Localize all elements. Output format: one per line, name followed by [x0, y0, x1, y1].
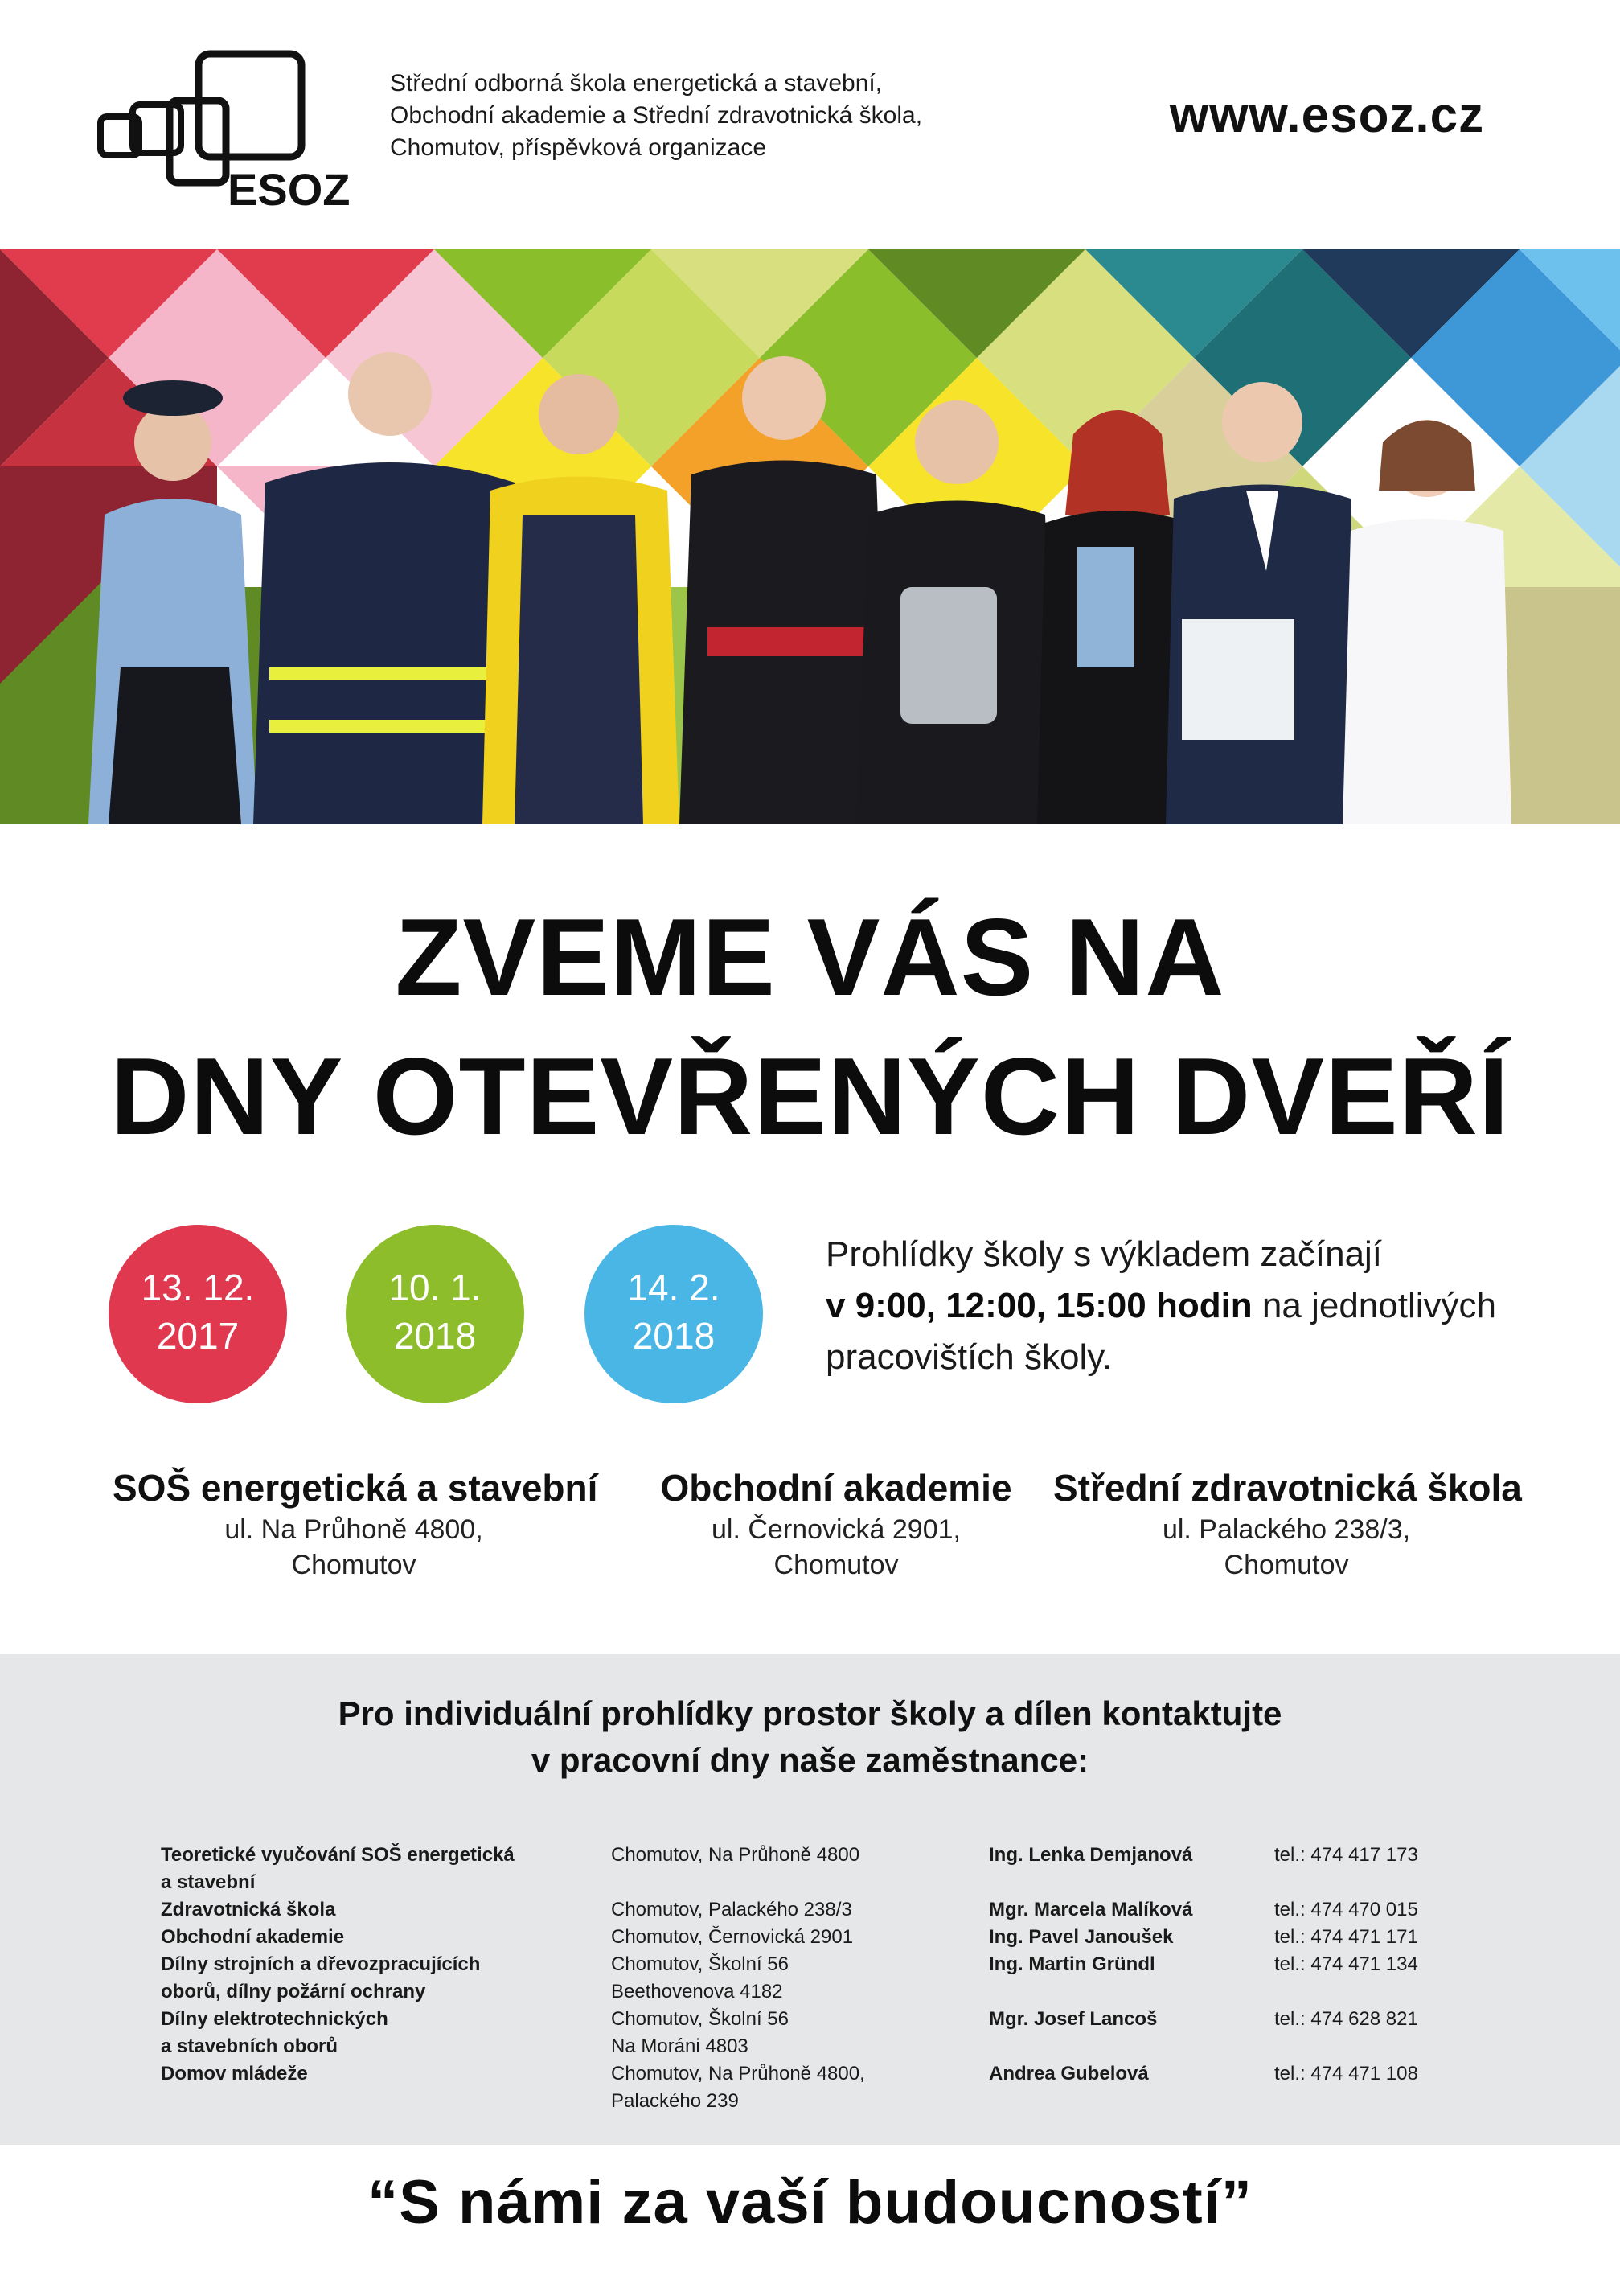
contact-phone[interactable]: tel.: 474 471 171 [1274, 1926, 1418, 1948]
date-year: 2018 [393, 1315, 477, 1357]
header [0, 0, 1620, 241]
heading-line-2: DNY OTEVŘENÝCH DVEŘÍ [110, 1035, 1510, 1157]
workplace-address: Beethovenova 4182 [611, 1981, 783, 2002]
slogan: “S námi za vaší budoucností” [367, 2168, 1253, 2236]
date-day: 13. 12. [141, 1267, 255, 1308]
contact-phone[interactable]: tel.: 474 628 821 [1274, 2008, 1418, 2030]
contact-person: Andrea Gubelová [989, 2063, 1149, 2084]
workplace: Zdravotnická škola [161, 1899, 336, 1920]
school-city: Chomutov [773, 1550, 899, 1580]
tour-line-3: pracovištích školy. [826, 1337, 1113, 1377]
workplace: Dílny elektrotechnických [161, 2008, 388, 2030]
date-day: 10. 1. [388, 1267, 482, 1308]
tour-line-2-rest: na jednotlivých [1252, 1286, 1496, 1325]
students-banner [0, 249, 1620, 824]
workplace-address: Na Moráni 4803 [611, 2035, 748, 2057]
date-circle-1 [109, 1225, 287, 1403]
tour-line-2 [826, 1280, 1496, 1332]
contact-person: Ing. Martin Gründl [989, 1953, 1155, 1975]
workplace-address: Chomutov, Na Průhoně 4800, [611, 2063, 865, 2084]
workplace: Obchodní akademie [161, 1926, 345, 1948]
tour-info [826, 1229, 1496, 1383]
date-year: 2017 [156, 1315, 240, 1357]
school-city: Chomutov [291, 1550, 416, 1580]
date-circle-2 [346, 1225, 524, 1403]
school-name-line: Obchodní akademie a Střední zdravotnická škola, [390, 102, 923, 129]
school-oa [643, 1464, 1029, 1583]
school-address: ul. Na Průhoně 4800, [224, 1514, 483, 1545]
workplace-address: Chomutov, Školní 56 [611, 1953, 789, 1975]
workplace: oborů, dílny požární ochrany [161, 1981, 426, 2002]
contact-phone[interactable]: tel.: 474 417 173 [1274, 1844, 1418, 1866]
date-circle-3 [584, 1225, 763, 1403]
banner-graphic [0, 249, 1620, 824]
workplace: Dílny strojních a dřevozpracujících [161, 1953, 481, 1975]
school-name [390, 68, 922, 164]
school-address: ul. Palackého 238/3, [1162, 1514, 1411, 1545]
contact-phone[interactable]: tel.: 474 470 015 [1274, 1899, 1418, 1920]
logo-text: ESOZ [228, 164, 351, 215]
school-name-line: Střední odborná škola energetická a stavební, [390, 70, 883, 97]
contacts-title-line-2: v pracovní dny naše zaměstnance: [531, 1741, 1089, 1779]
contact-phone[interactable]: tel.: 474 471 134 [1274, 1953, 1418, 1975]
website-url[interactable]: www.esoz.cz [1170, 88, 1485, 143]
contact-phone[interactable]: tel.: 474 471 108 [1274, 2063, 1418, 2084]
date-year: 2018 [632, 1315, 716, 1357]
workplace-address: Chomutov, Školní 56 [611, 2008, 789, 2030]
school-city: Chomutov [1224, 1550, 1349, 1580]
workplace-address: Chomutov, Palackého 238/3 [611, 1899, 852, 1920]
school-address: ul. Černovická 2901, [712, 1514, 961, 1545]
contact-person: Mgr. Josef Lancoš [989, 2008, 1158, 2030]
esoz-logo [92, 44, 374, 217]
school-sos [113, 1464, 598, 1583]
workplace-address: Chomutov, Na Průhoně 4800 [611, 1844, 860, 1866]
school-title: Střední zdravotnická škola [1053, 1467, 1522, 1509]
school-szs [1053, 1464, 1520, 1583]
contact-person: Ing. Pavel Janoušek [989, 1926, 1174, 1948]
workplace: a stavební [161, 1871, 256, 1893]
workplace-address: Palackého 239 [611, 2090, 739, 2112]
contact-person: Mgr. Marcela Malíková [989, 1899, 1193, 1920]
contacts-title-line-1: Pro individuální prohlídky prostor školy a dílen kontaktujte [338, 1694, 1282, 1732]
workplace: Domov mládeže [161, 2063, 308, 2084]
school-name-line: Chomutov, příspěvková organizace [390, 134, 767, 161]
tour-times: v 9:00, 12:00, 15:00 hodin [826, 1286, 1253, 1325]
contacts-title [0, 1690, 1620, 1784]
workplace-address: Chomutov, Černovická 2901 [611, 1926, 854, 1948]
workplace: a stavebních oborů [161, 2035, 338, 2057]
school-title: SOŠ energetická a stavební [113, 1467, 598, 1509]
heading-line-1: ZVEME VÁS NA [395, 896, 1225, 1018]
contact-person: Ing. Lenka Demjanová [989, 1844, 1193, 1866]
tour-line-1: Prohlídky školy s výkladem začínají [826, 1234, 1383, 1274]
workplace: Teoretické vyučování SOŠ energetická [161, 1844, 515, 1866]
school-title: Obchodní akademie [660, 1467, 1012, 1509]
date-day: 14. 2. [627, 1267, 720, 1308]
